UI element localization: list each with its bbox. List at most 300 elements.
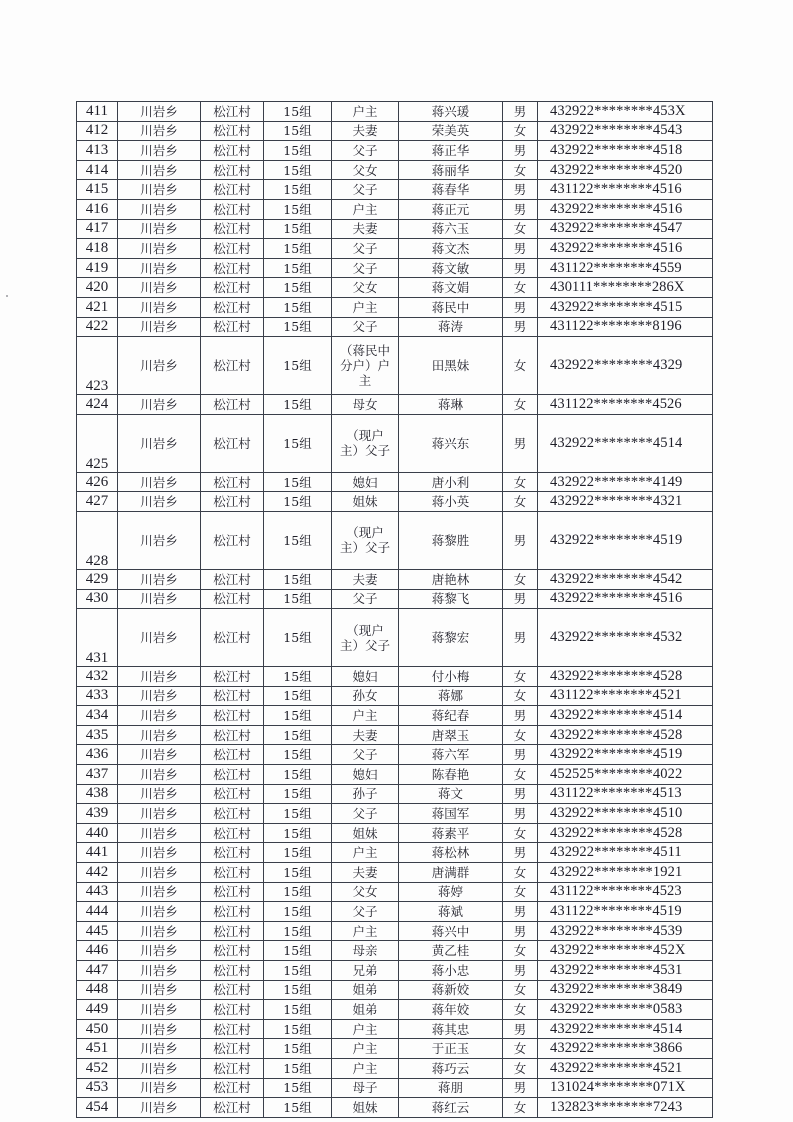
village-cell: 松江村 [201, 765, 264, 785]
sex-cell: 男 [503, 961, 538, 981]
id-number-cell: 431122********4523 [538, 882, 713, 902]
table-row [77, 414, 713, 472]
table-row [77, 843, 713, 863]
relation-cell: 户主 [332, 1039, 399, 1059]
relation-cell: 父子 [332, 804, 399, 824]
group-cell: 15组 [264, 921, 332, 941]
id-number-cell: 432922********4531 [538, 961, 713, 981]
group-cell: 15组 [264, 725, 332, 745]
township-cell: 川岩乡 [118, 667, 201, 687]
table-row [77, 921, 713, 941]
group-cell: 15组 [264, 667, 332, 687]
name-cell: 蒋文敏 [399, 258, 503, 278]
seq-cell: 428 [77, 511, 118, 569]
group-cell: 15组 [264, 745, 332, 765]
village-cell: 松江村 [201, 1019, 264, 1039]
township-cell: 川岩乡 [118, 589, 201, 609]
group-cell: 15组 [264, 1019, 332, 1039]
id-number-cell: 431122********4513 [538, 784, 713, 804]
name-cell: 蒋婷 [399, 882, 503, 902]
relation-cell: 父子 [332, 239, 399, 259]
seq-cell: 453 [77, 1078, 118, 1098]
village-cell: 松江村 [201, 337, 264, 395]
village-cell: 松江村 [201, 395, 264, 415]
relation-cell: 媳妇 [332, 667, 399, 687]
seq-cell: 439 [77, 804, 118, 824]
table-row [77, 337, 713, 395]
township-cell: 川岩乡 [118, 1078, 201, 1098]
name-cell: 蒋六玉 [399, 219, 503, 239]
township-cell: 川岩乡 [118, 1019, 201, 1039]
relation-cell: 孙子 [332, 784, 399, 804]
relation-cell: 户主 [332, 706, 399, 726]
relation-cell: 父子 [332, 258, 399, 278]
id-number-cell: 432922********4528 [538, 823, 713, 843]
relation-cell: 父女 [332, 278, 399, 298]
table-row [77, 278, 713, 298]
group-cell: 15组 [264, 706, 332, 726]
relation-cell: 父子 [332, 902, 399, 922]
id-number-cell: 431122********4516 [538, 180, 713, 200]
sex-cell: 男 [503, 804, 538, 824]
id-number-cell: 432922********3849 [538, 980, 713, 1000]
township-cell: 川岩乡 [118, 882, 201, 902]
relation-cell: 媳妇 [332, 765, 399, 785]
seq-cell: 436 [77, 745, 118, 765]
township-cell: 川岩乡 [118, 414, 201, 472]
seq-cell: 415 [77, 180, 118, 200]
table-row [77, 1078, 713, 1098]
table-row [77, 609, 713, 667]
table-row [77, 569, 713, 589]
seq-cell: 431 [77, 609, 118, 667]
seq-cell: 414 [77, 160, 118, 180]
relation-cell: 户主 [332, 102, 399, 122]
name-cell: 蒋朋 [399, 1078, 503, 1098]
sex-cell: 男 [503, 843, 538, 863]
relation-cell: 父子 [332, 180, 399, 200]
relation-cell: 父子 [332, 141, 399, 161]
village-cell: 松江村 [201, 511, 264, 569]
township-cell: 川岩乡 [118, 706, 201, 726]
seq-cell: 440 [77, 823, 118, 843]
village-cell: 松江村 [201, 725, 264, 745]
table-row [77, 823, 713, 843]
village-cell: 松江村 [201, 278, 264, 298]
relation-cell: （现户主）父子 [332, 609, 399, 667]
id-number-cell: 132823********7243 [538, 1098, 713, 1118]
table-row [77, 686, 713, 706]
name-cell: 蒋小忠 [399, 961, 503, 981]
village-cell: 松江村 [201, 141, 264, 161]
table-row [77, 1098, 713, 1118]
group-cell: 15组 [264, 337, 332, 395]
id-number-cell: 432922********4516 [538, 589, 713, 609]
group-cell: 15组 [264, 121, 332, 141]
name-cell: 蒋文杰 [399, 239, 503, 259]
sex-cell: 女 [503, 765, 538, 785]
village-cell: 松江村 [201, 317, 264, 337]
name-cell: 唐满群 [399, 863, 503, 883]
village-cell: 松江村 [201, 941, 264, 961]
table-row [77, 239, 713, 259]
relation-cell: （现户主）父子 [332, 511, 399, 569]
name-cell: 蒋正华 [399, 141, 503, 161]
id-number-cell: 432922********4518 [538, 141, 713, 161]
name-cell: 田黑妹 [399, 337, 503, 395]
sex-cell: 女 [503, 725, 538, 745]
sex-cell: 女 [503, 472, 538, 492]
township-cell: 川岩乡 [118, 569, 201, 589]
name-cell: 蒋正元 [399, 199, 503, 219]
sex-cell: 女 [503, 686, 538, 706]
village-cell: 松江村 [201, 492, 264, 512]
sex-cell: 男 [503, 589, 538, 609]
name-cell: 蒋民中 [399, 297, 503, 317]
name-cell: 荣美英 [399, 121, 503, 141]
group-cell: 15组 [264, 882, 332, 902]
id-number-cell: 432922********4519 [538, 511, 713, 569]
table-row [77, 745, 713, 765]
relation-cell: （现户主）父子 [332, 414, 399, 472]
table-row [77, 706, 713, 726]
seq-cell: 418 [77, 239, 118, 259]
id-number-cell: 432922********3866 [538, 1039, 713, 1059]
village-cell: 松江村 [201, 706, 264, 726]
name-cell: 蒋黎飞 [399, 589, 503, 609]
name-cell: 蒋六军 [399, 745, 503, 765]
id-number-cell: 432922********4539 [538, 921, 713, 941]
relation-cell: 户主 [332, 1058, 399, 1078]
relation-cell: 孙女 [332, 686, 399, 706]
table-row [77, 141, 713, 161]
group-cell: 15组 [264, 395, 332, 415]
village-cell: 松江村 [201, 804, 264, 824]
relation-cell: 户主 [332, 199, 399, 219]
relation-cell: 户主 [332, 843, 399, 863]
table-row [77, 1039, 713, 1059]
table-row [77, 667, 713, 687]
id-number-cell: 432922********4514 [538, 414, 713, 472]
name-cell: 蒋松林 [399, 843, 503, 863]
name-cell: 蒋国军 [399, 804, 503, 824]
village-cell: 松江村 [201, 667, 264, 687]
village-cell: 松江村 [201, 843, 264, 863]
seq-cell: 417 [77, 219, 118, 239]
table-row [77, 1058, 713, 1078]
township-cell: 川岩乡 [118, 686, 201, 706]
seq-cell: 438 [77, 784, 118, 804]
township-cell: 川岩乡 [118, 219, 201, 239]
sex-cell: 女 [503, 121, 538, 141]
township-cell: 川岩乡 [118, 511, 201, 569]
seq-cell: 425 [77, 414, 118, 472]
name-cell: 蒋琳 [399, 395, 503, 415]
table-row [77, 980, 713, 1000]
village-cell: 松江村 [201, 121, 264, 141]
sex-cell: 男 [503, 141, 538, 161]
seq-cell: 454 [77, 1098, 118, 1118]
relation-cell: 户主 [332, 1019, 399, 1039]
township-cell: 川岩乡 [118, 160, 201, 180]
township-cell: 川岩乡 [118, 843, 201, 863]
relation-cell: 父女 [332, 882, 399, 902]
sex-cell: 男 [503, 921, 538, 941]
group-cell: 15组 [264, 863, 332, 883]
group-cell: 15组 [264, 589, 332, 609]
group-cell: 15组 [264, 1000, 332, 1020]
sex-cell: 男 [503, 1078, 538, 1098]
village-cell: 松江村 [201, 609, 264, 667]
township-cell: 川岩乡 [118, 492, 201, 512]
sex-cell: 男 [503, 511, 538, 569]
village-cell: 松江村 [201, 472, 264, 492]
name-cell: 蒋新姣 [399, 980, 503, 1000]
id-number-cell: 432922********0583 [538, 1000, 713, 1020]
group-cell: 15组 [264, 472, 332, 492]
relation-cell: 夫妻 [332, 219, 399, 239]
township-cell: 川岩乡 [118, 141, 201, 161]
township-cell: 川岩乡 [118, 199, 201, 219]
sex-cell: 男 [503, 745, 538, 765]
sex-cell: 女 [503, 941, 538, 961]
id-number-cell: 131024********071X [538, 1078, 713, 1098]
village-cell: 松江村 [201, 686, 264, 706]
group-cell: 15组 [264, 823, 332, 843]
group-cell: 15组 [264, 199, 332, 219]
table-row [77, 511, 713, 569]
relation-cell: 夫妻 [332, 725, 399, 745]
group-cell: 15组 [264, 569, 332, 589]
group-cell: 15组 [264, 804, 332, 824]
relation-cell: 父子 [332, 589, 399, 609]
table-row [77, 1000, 713, 1020]
township-cell: 川岩乡 [118, 317, 201, 337]
village-cell: 松江村 [201, 589, 264, 609]
seq-cell: 421 [77, 297, 118, 317]
table-row [77, 1019, 713, 1039]
village-cell: 松江村 [201, 961, 264, 981]
township-cell: 川岩乡 [118, 980, 201, 1000]
id-number-cell: 432922********4514 [538, 706, 713, 726]
group-cell: 15组 [264, 492, 332, 512]
table-row [77, 258, 713, 278]
seq-cell: 413 [77, 141, 118, 161]
id-number-cell: 432922********4532 [538, 609, 713, 667]
village-cell: 松江村 [201, 745, 264, 765]
relation-cell: （蒋民中分户）户主 [332, 337, 399, 395]
name-cell: 唐小利 [399, 472, 503, 492]
relation-cell: 夫妻 [332, 121, 399, 141]
sex-cell: 男 [503, 317, 538, 337]
sex-cell: 女 [503, 667, 538, 687]
group-cell: 15组 [264, 1098, 332, 1118]
village-cell: 松江村 [201, 414, 264, 472]
village-cell: 松江村 [201, 1000, 264, 1020]
township-cell: 川岩乡 [118, 745, 201, 765]
seq-cell: 437 [77, 765, 118, 785]
relation-cell: 户主 [332, 921, 399, 941]
township-cell: 川岩乡 [118, 102, 201, 122]
group-cell: 15组 [264, 239, 332, 259]
name-cell: 蒋兴瑗 [399, 102, 503, 122]
seq-cell: 441 [77, 843, 118, 863]
seq-cell: 420 [77, 278, 118, 298]
sex-cell: 女 [503, 492, 538, 512]
id-number-cell: 432922********4511 [538, 843, 713, 863]
sex-cell: 男 [503, 706, 538, 726]
table-row [77, 882, 713, 902]
id-number-cell: 452525********4022 [538, 765, 713, 785]
group-cell: 15组 [264, 258, 332, 278]
id-number-cell: 432922********4515 [538, 297, 713, 317]
id-number-cell: 432922********4542 [538, 569, 713, 589]
id-number-cell: 432922********4514 [538, 1019, 713, 1039]
village-cell: 松江村 [201, 258, 264, 278]
group-cell: 15组 [264, 1058, 332, 1078]
id-number-cell: 430111********286X [538, 278, 713, 298]
relation-cell: 母女 [332, 395, 399, 415]
group-cell: 15组 [264, 980, 332, 1000]
seq-cell: 427 [77, 492, 118, 512]
township-cell: 川岩乡 [118, 1000, 201, 1020]
township-cell: 川岩乡 [118, 784, 201, 804]
group-cell: 15组 [264, 843, 332, 863]
table-row [77, 961, 713, 981]
id-number-cell: 432922********4519 [538, 745, 713, 765]
relation-cell: 姐妹 [332, 823, 399, 843]
group-cell: 15组 [264, 1039, 332, 1059]
seq-cell: 433 [77, 686, 118, 706]
table-row [77, 472, 713, 492]
village-cell: 松江村 [201, 102, 264, 122]
seq-cell: 434 [77, 706, 118, 726]
village-cell: 松江村 [201, 199, 264, 219]
village-cell: 松江村 [201, 219, 264, 239]
sex-cell: 男 [503, 609, 538, 667]
village-cell: 松江村 [201, 1078, 264, 1098]
relation-cell: 父子 [332, 317, 399, 337]
village-cell: 松江村 [201, 1098, 264, 1118]
village-cell: 松江村 [201, 297, 264, 317]
village-cell: 松江村 [201, 882, 264, 902]
relation-cell: 夫妻 [332, 863, 399, 883]
seq-cell: 442 [77, 863, 118, 883]
table-row [77, 804, 713, 824]
township-cell: 川岩乡 [118, 725, 201, 745]
name-cell: 蒋年姣 [399, 1000, 503, 1020]
sex-cell: 男 [503, 902, 538, 922]
name-cell: 蒋斌 [399, 902, 503, 922]
id-number-cell: 432922********4516 [538, 239, 713, 259]
sex-cell: 女 [503, 882, 538, 902]
name-cell: 蒋其忠 [399, 1019, 503, 1039]
id-number-cell: 432922********4521 [538, 1058, 713, 1078]
township-cell: 川岩乡 [118, 278, 201, 298]
name-cell: 蒋兴东 [399, 414, 503, 472]
table-row [77, 199, 713, 219]
sex-cell: 男 [503, 297, 538, 317]
relation-cell: 兄弟 [332, 961, 399, 981]
name-cell: 付小梅 [399, 667, 503, 687]
relation-cell: 姐弟 [332, 1000, 399, 1020]
township-cell: 川岩乡 [118, 297, 201, 317]
group-cell: 15组 [264, 784, 332, 804]
township-cell: 川岩乡 [118, 941, 201, 961]
name-cell: 蒋红云 [399, 1098, 503, 1118]
seq-cell: 426 [77, 472, 118, 492]
seq-cell: 411 [77, 102, 118, 122]
table-row [77, 297, 713, 317]
group-cell: 15组 [264, 317, 332, 337]
township-cell: 川岩乡 [118, 1058, 201, 1078]
name-cell: 蒋素平 [399, 823, 503, 843]
sex-cell: 男 [503, 258, 538, 278]
seq-cell: 416 [77, 199, 118, 219]
id-number-cell: 432922********453X [538, 102, 713, 122]
name-cell: 于正玉 [399, 1039, 503, 1059]
seq-cell: 443 [77, 882, 118, 902]
name-cell: 唐艳林 [399, 569, 503, 589]
group-cell: 15组 [264, 961, 332, 981]
group-cell: 15组 [264, 297, 332, 317]
group-cell: 15组 [264, 1078, 332, 1098]
id-number-cell: 431122********4519 [538, 902, 713, 922]
seq-cell: 445 [77, 921, 118, 941]
village-cell: 松江村 [201, 863, 264, 883]
id-number-cell: 432922********4520 [538, 160, 713, 180]
township-cell: 川岩乡 [118, 765, 201, 785]
roster-body [77, 102, 713, 1118]
seq-cell: 447 [77, 961, 118, 981]
relation-cell: 母子 [332, 1078, 399, 1098]
table-row [77, 317, 713, 337]
id-number-cell: 432922********4329 [538, 337, 713, 395]
id-number-cell: 432922********4547 [538, 219, 713, 239]
group-cell: 15组 [264, 219, 332, 239]
sex-cell: 女 [503, 219, 538, 239]
sex-cell: 女 [503, 337, 538, 395]
township-cell: 川岩乡 [118, 1039, 201, 1059]
township-cell: 川岩乡 [118, 863, 201, 883]
sex-cell: 男 [503, 180, 538, 200]
township-cell: 川岩乡 [118, 239, 201, 259]
seq-cell: 448 [77, 980, 118, 1000]
relation-cell: 姐弟 [332, 980, 399, 1000]
village-cell: 松江村 [201, 784, 264, 804]
id-number-cell: 432922********4528 [538, 725, 713, 745]
sex-cell: 女 [503, 823, 538, 843]
village-cell: 松江村 [201, 902, 264, 922]
sex-cell: 女 [503, 278, 538, 298]
village-cell: 松江村 [201, 239, 264, 259]
sex-cell: 女 [503, 1039, 538, 1059]
seq-cell: 412 [77, 121, 118, 141]
id-number-cell: 431122********8196 [538, 317, 713, 337]
name-cell: 唐翠玉 [399, 725, 503, 745]
name-cell: 陈春艳 [399, 765, 503, 785]
township-cell: 川岩乡 [118, 472, 201, 492]
table-row [77, 765, 713, 785]
township-cell: 川岩乡 [118, 902, 201, 922]
group-cell: 15组 [264, 141, 332, 161]
sex-cell: 女 [503, 1098, 538, 1118]
id-number-cell: 432922********452X [538, 941, 713, 961]
township-cell: 川岩乡 [118, 609, 201, 667]
relation-cell: 父女 [332, 160, 399, 180]
id-number-cell: 431122********4559 [538, 258, 713, 278]
sex-cell: 女 [503, 980, 538, 1000]
